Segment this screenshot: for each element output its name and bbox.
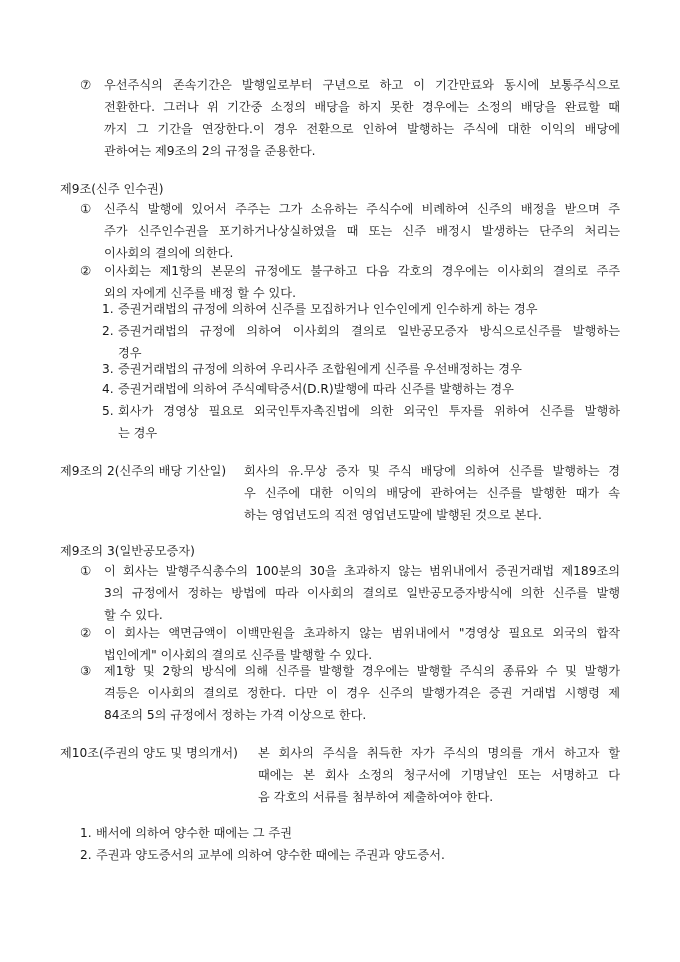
article-9-p1-text [104, 198, 620, 264]
article-9-3-p3-text [104, 660, 620, 726]
text-line: 격등은 이사회의 결의로 정한다. 다만 이 경우 신주의 발행가격은 증권 거래법 시행령 제 [104, 686, 620, 700]
text-line: 신주식 발행에 있어서 주주는 그가 소유하는 주식수에 비례하여 신주의 배정을 받으며 주 [104, 202, 620, 216]
article-9-3-p1-mark: ① [80, 563, 92, 578]
article-10-title: 제10조(주권의 양도 및 명의개서) [60, 746, 238, 760]
text-line: 경우 [118, 346, 142, 360]
list-item: 배서에 의하여 양수한 때에는 그 주권 [96, 826, 292, 840]
list-item-number: 1. [102, 302, 114, 316]
text-line: 제1항 및 2항의 방식에 의해 신주를 발행할 경우에는 발행할 주식의 종류와 수 및 발행가 [104, 664, 620, 678]
clause-7-mark: ⑦ [80, 77, 92, 92]
text-line: 3의 규정에서 정하는 방법에 따라 이사회의 결의로 일반공모증자방식에 의한 신주를 발행 [104, 586, 620, 600]
text-line: 본 회사의 주식을 취득한 자가 주식의 명의를 개서 하고자 할 [258, 746, 620, 760]
list-item-number: 3. [102, 362, 114, 376]
text-line: 회사가 경영상 필요로 외국인투자촉진법에 의한 외국인 투자를 위하여 신주를 발행하 [118, 404, 620, 418]
text-line: 회사의 유.무상 증자 및 주식 배당에 의하여 신주를 발행하는 경 [244, 464, 620, 478]
text-line: 증권거래법의 규정에 의하여 우리사주 조합원에게 신주를 우선배정하는 경우 [118, 362, 522, 376]
article-9-3-title: 제9조의 3(일반공모증자) [60, 544, 195, 558]
text-line: 관하여는 제9조의 2의 규정을 준용한다. [104, 144, 316, 158]
list-item [118, 378, 620, 400]
text-line: 이 회사는 발행주식총수의 100분의 30을 초과하지 않는 범위내에서 증권거래법 제189조의 [104, 564, 620, 578]
text-line: 주가 신주인수권을 포기하거나상실하였을 때 또는 신주 배정시 발생하는 단주의 처리는 [104, 224, 620, 238]
clause-7-text [104, 74, 620, 162]
text-line: 때에는 본 회사 소정의 청구서에 기명날인 또는 서명하고 다 [258, 768, 620, 782]
list-item-number: 1. [80, 826, 92, 840]
text-line: 외의 자에게 신주를 배정 할 수 있다. [104, 286, 296, 300]
text-line: 법인에게" 이사회의 결의로 신주를 발행할 수 있다. [104, 648, 373, 662]
list-item: 주권과 양도증서의 교부에 의하여 양수한 때에는 주권과 양도증서. [96, 848, 445, 862]
text-line: 우 신주에 대한 이익의 배당에 관하여는 신주를 발행한 때가 속 [244, 486, 620, 500]
list-item [118, 358, 620, 380]
article-9-2-text [244, 460, 620, 526]
text-line: 이사회는 제1항의 본문의 규정에도 불구하고 다음 각호의 경우에는 이사회의 결의로 주주 [104, 264, 620, 278]
text-line: 이 회사는 액면금액이 이백만원을 초과하지 않는 범위내에서 "경영상 필요로 외국의 합작 [104, 626, 620, 640]
list-item [118, 400, 620, 444]
article-10-text [258, 742, 620, 808]
article-9-title: 제9조(신주 인수권) [60, 182, 164, 196]
text-line: 전환한다. 그러나 위 기간중 소정의 배당을 하지 못한 경우에는 소정의 배당을 완료할 때 [104, 100, 620, 114]
text-line: 증권거래법에 의하여 주식예탁증서(D.R)발행에 따라 신주를 발행하는 경우 [118, 382, 514, 396]
text-line: 할 수 있다. [104, 608, 163, 622]
text-line: 84조의 5의 규정에서 정하는 가격 이상으로 한다. [104, 708, 367, 722]
article-9-p2-mark: ② [80, 263, 92, 278]
list-item-number: 4. [102, 382, 114, 396]
list-item-number: 5. [102, 404, 114, 418]
article-9-p1-mark: ① [80, 201, 92, 216]
article-9-3-p1-text [104, 560, 620, 626]
text-line: 까지 그 기간을 연장한다.이 경우 전환으로 인하여 발행하는 주식에 대한 이익의 배당에 [104, 122, 620, 136]
list-item [118, 298, 620, 320]
text-line: 증권거래법의 규정에 의하여 이사회의 결의로 일반공모증자 방식으로신주를 발행하는 [118, 324, 620, 338]
text-line: 는 경우 [118, 426, 158, 440]
text-line: 음 각호의 서류를 첨부하여 제출하여야 한다. [258, 790, 494, 804]
text-line: 증권거래법의 규정에 의하여 신주를 모집하거나 인수인에게 인수하게 하는 경우 [118, 302, 538, 316]
text-line: 우선주식의 존속기간은 발행일로부터 구년으로 하고 이 기간만료와 동시에 보통주식으로 [104, 78, 620, 92]
article-9-3-p2-mark: ② [80, 625, 92, 640]
list-item-number: 2. [80, 848, 92, 862]
article-9-3-p3-mark: ③ [80, 663, 92, 678]
text-line: 이사회의 결의에 의한다. [104, 246, 234, 260]
article-9-2-title: 제9조의 2(신주의 배당 기산일) [60, 464, 227, 478]
text-line: 하는 영업년도의 직전 영업년도말에 발행된 것으로 본다. [244, 508, 542, 522]
list-item-number: 2. [102, 324, 114, 338]
